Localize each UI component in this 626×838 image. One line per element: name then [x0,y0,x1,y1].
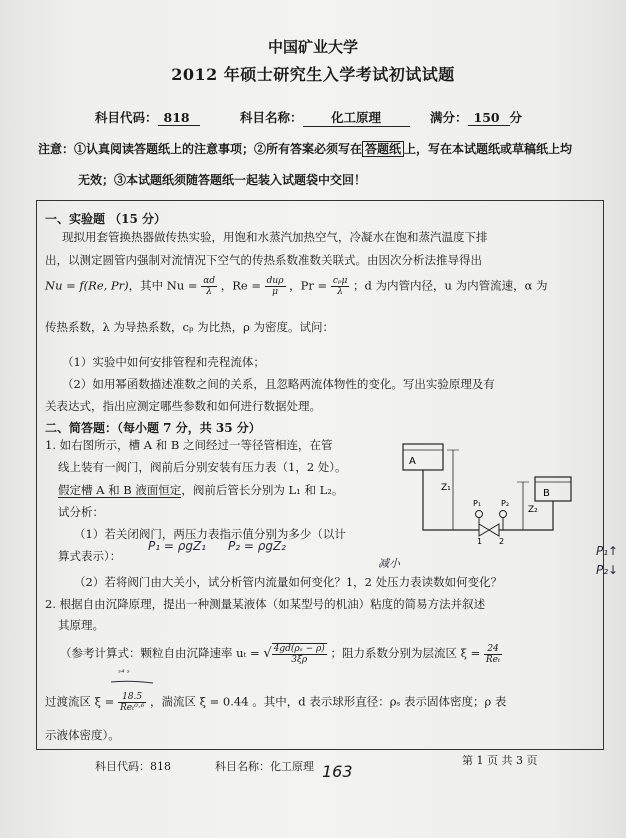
item1-line4: 试分析： [58,505,104,519]
handwritten-flow: 减小 [378,557,400,570]
item2-line1: 2. 根据自由沉降原理，提出一种测量某液体（如某型号的机油）粘度的简易方法并叙述 [45,597,486,611]
valve-left [479,524,489,536]
item1-line1: 1. 如右图所示，槽 A 和 B 之间经过一等径管相连，在管 [45,438,333,452]
valve-right [489,524,499,536]
formula-mid: ，其中 Nu = [128,278,198,293]
section1-q2b: 关表达式，指出应测定哪些参数和如何进行数据处理。 [45,399,321,413]
margin-p2-down: P₂↓ [596,563,619,577]
footer-page-indicator: 第 1 页 共 3 页 [462,754,538,767]
score-unit: 分 [509,110,523,125]
formula-tail: ；d 为内管内径，u 为内管流速，α 为 [353,278,548,293]
section1-heading: 一、实验题 （15 分） [45,212,167,226]
sqrt-sign: √ [263,646,272,661]
sub1-line2: 算式表示）： [58,549,122,563]
code-value: 818 [158,110,200,126]
handwritten-eq2: P₂ = ρgZ₂ [228,539,286,553]
handwritten-mark: ˢ⁴ ˢ [118,668,130,677]
trans-num: 18.5 [118,692,146,703]
sub2-line: （2）若将阀门由大关小，试分析管内流量如何变化？1，2 处压力表读数如何变化？ [74,575,503,589]
trans-prefix: 过渡流区 ξ = [45,694,115,709]
name-label: 科目名称： [240,110,303,125]
item2-line2: 其原理。 [58,618,104,632]
tank-a-label: A [409,456,416,467]
pos2-label: 2 [499,537,505,546]
underlined-assumption: 假定槽 A 和 B 液面恒定 [58,483,182,497]
nu-den: λ [206,287,213,297]
notice-suffix: 上，写在本试题纸或草稿纸上均 [404,142,573,156]
footer-subject: 科目名称：化工原理 [215,760,314,773]
nu-num: αd [203,276,216,286]
lam-num: 24 [484,644,502,655]
p1-label: P₁ [473,499,482,508]
transition-fraction [118,692,146,713]
handwritten-underline [110,679,154,685]
tank-b [535,477,571,501]
pr-fraction [331,276,350,297]
ref-prefix: （参考计算式：颗粒自由沉降速率 uₜ = [60,646,260,660]
section1-para1: 现拟用套管换热器做传热实验，用饱和水蒸汽加热空气，冷凝水在饱和蒸汽温度下排 [62,230,488,244]
ref-formula-line [60,643,502,665]
subject-code [95,108,200,126]
notice-boxed-word: 答题纸 [362,141,404,157]
re-num: duρ [266,276,284,286]
transition-line [45,692,506,713]
full-score [430,108,522,126]
ref-sqrt-den: 3ξρ [291,655,308,665]
gauge-2 [500,511,507,518]
margin-p1-up: P₁↑ [596,544,619,558]
score-label: 满分： [430,110,468,125]
re-fraction [265,276,286,297]
item1-line3 [58,483,343,497]
pipe-left [423,470,482,530]
z2-label: Z₂ [528,505,538,515]
pos1-label: 1 [477,537,483,546]
section1-para3: 传热系数，λ 为导热系数，cₚ 为比热，ρ 为密度。试问： [45,320,335,334]
ref-sqrt-num: 4gd(ρₛ − ρ) [273,644,325,654]
formula-lhs: Nu = f(Re, Pr) [45,278,129,293]
item1-line2: 线上装有一阀门，阀前后分别安装有压力表（1，2 处）。 [58,460,347,474]
footer-code: 科目代码：818 [95,760,171,773]
section1-para2: 出，以测定圆管内强制对流情况下空气的传热系数准数关联式。由因次分析法推导得出 [45,253,482,267]
laminar-fraction [484,644,502,665]
name-value: 化工原理 [303,108,410,127]
subject-name [240,108,410,127]
section2-heading: 二、简答题：（每小题 7 分，共 35 分） [45,421,261,435]
z1-label: Z₁ [441,483,451,493]
score-value: 150 [468,110,510,126]
gauge-1 [476,511,483,518]
pr-label: ，Pr = [289,278,328,293]
exam-title: 2012 年硕士研究生入学考试初试试题 [171,65,455,84]
sub1-line1: （1）若关闭阀门，两压力表指示值分别为多少（以计 [74,527,346,541]
tank-b-label: B [543,488,550,499]
re-den: μ [272,287,279,297]
notice-line-2: 无效；③本试题纸须随答题纸一起装入试题袋中交回！ [78,173,367,187]
last-line: 示液体密度）。 [45,728,120,742]
university-name: 中国矿业大学 [267,38,358,56]
section1-q1: （1）实验中如何安排管程和壳程流体； [62,355,265,369]
trans-den: Reₜ⁰·⁶ [119,703,145,713]
ref-sqrt-fraction [272,643,327,665]
item1-line3-rest: ，阀前后管长分别为 L₁ 和 L₂。 [181,483,344,497]
formula-line [45,276,548,297]
trans-rest: ，湍流区 ξ = 0.44 。其中，d 表示球形直径：ρₛ 表示固体密度；ρ 表 [150,694,507,709]
handwritten-eq1: P₁ = ρgZ₁ [148,539,206,553]
pr-den: λ [337,287,343,297]
ref-mid: ；阻力系数分别为层流区 ξ = [330,646,481,660]
pr-num: cₚμ [332,276,348,286]
handwritten-page-number: 163 [322,762,353,781]
nu-fraction [201,276,217,297]
tank-diagram [395,432,605,550]
section1-q2a: （2）如用幂函数描述准数之间的关系，且忽略两流体物性的变化。写出实验原理及有 [62,377,495,391]
lam-den: Reₜ [485,654,501,665]
re-label: ，Re = [220,278,261,293]
code-label: 科目代码： [95,110,158,125]
notice-prefix: 注意：①认真阅读答题纸上的注意事项；②所有答案必须写在 [38,142,363,156]
p2-label: P₂ [501,499,510,508]
notice-line-1 [38,140,572,157]
